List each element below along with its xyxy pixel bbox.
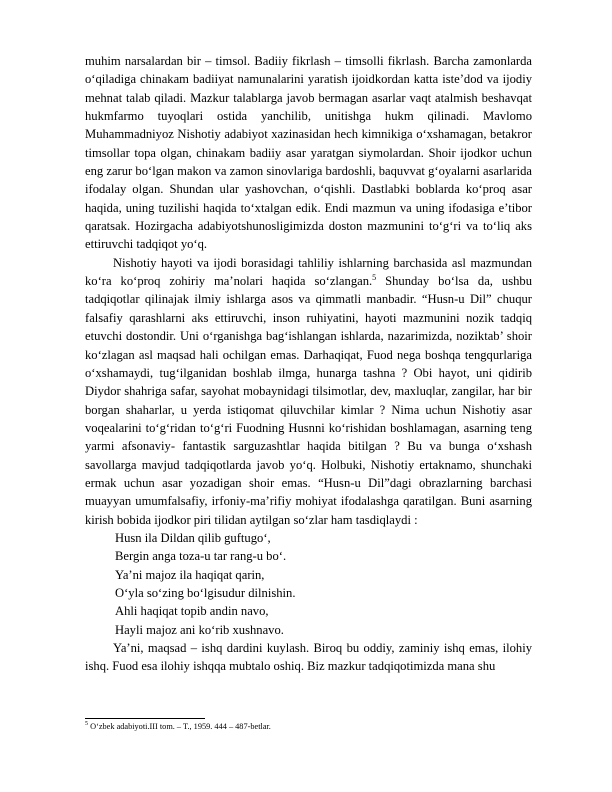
footnote-text: O‘zbek adabiyoti.III tom. – T., 1959. 444 – 487-betlar. bbox=[88, 722, 271, 731]
verse-line: O‘yla so‘zing bo‘lgisudur dilnishin. bbox=[115, 585, 296, 600]
paragraph-closing: Ya’ni, maqsad – ishq dardini kuylash. Biroq bu oddiy, zaminiy ishq emas, ilohiy ishq. Fuod esa ilohiy ishqqa mubtalo oshiq. Biz mazkur tadqiqotimizda mana shu bbox=[85, 641, 532, 674]
document-page bbox=[85, 52, 532, 676]
verse-line: Ahli haqiqat topib andin navo, bbox=[115, 604, 269, 619]
verse-quote bbox=[85, 529, 532, 639]
verse-line: Ya’ni majoz ila haqiqat qarin, bbox=[115, 567, 265, 582]
footnote-divider bbox=[85, 718, 205, 719]
verse-line: Bergin anga toza-u tar rang-u bo‘. bbox=[115, 549, 287, 564]
footnote bbox=[85, 722, 271, 732]
paragraph-analysis bbox=[85, 254, 532, 529]
paragraph-analysis-text: Nishotiy hayoti va ijodi borasidagi tahliliy ishlarning barchasida asl mazmundan ko‘ra ko‘proq zohiriy ma’nolari haqida so‘zlangan. bbox=[85, 255, 532, 289]
paragraph-analysis-continued: Shunday bo‘lsa da, ushbu tadqiqotlar qilinajak ilmiy ishlarga asos va qimmatli manbadir. “Husn-u Dil” chuqur falsafiy qarashlarni aks ettiruvchi, inson ruhiyatini, hayoti mazmunini nozik tadqiq etuvchi dostondir. Uni o‘rganishga bag‘ishlangan ishlarda, nazarimizda, noziktab’ shoir ko‘zlagan asl maqsad hali ochilgan emas. Darhaqiqat, Fuod nega boshqa tengqurlariga o‘xshamaydi, tug‘ilganidan boshlab ilmga, hunarga tashna ? Obi hayot, uni qidirib Diydor shahriga safar, sayohat mobaynidagi tilsimotlar, dev, maxluqlar, zangilar, har bir borgan shaharlar, u yerda istiqomat qiluvchilar kimlar ? Nima uchun Nishotiy asar voqealarini to‘g‘ridan to‘g‘ri Fuodning Husnni ko‘rishidan boshlamagan, asarning teng yarmi afsonaviy- fantastik sarguzashtlar haqida bitilgan ? Bu va bunga o‘xshash savollarga mavjud tadqiqotlarda javob yo‘q. Holbuki, Nishotiy ertaknamo, shunchaki ermak uchun asar yozadigan shoir emas. “Husn-u Dil”dagi obrazlarning barchasi muayyan umumfalsafiy, irfoniy-ma’rifiy mohiyat ifodalashga qaratilgan. Buni asarning kirish bobida ijodkor piri tilidan aytilgan so‘zlar ham tasdiqlaydi : bbox=[85, 274, 532, 527]
footnote-number: 5 bbox=[85, 721, 88, 728]
verse-line: Husn ila Dildan qilib guftugo‘, bbox=[115, 530, 271, 545]
footnote-reference: 5 bbox=[372, 272, 377, 282]
verse-line: Hayli majoz ani ko‘rib xushnavo. bbox=[115, 622, 284, 637]
paragraph-intro: muhim narsalardan bir – timsol. Badiiy fikrlash – timsolli fikrlash. Barcha zamonlarda o‘qiladiga chinakam badiiyat namunalarini yaratish ijoidkordan katta iste’dod va ijodiy mehnat talab qiladi. Mazkur talablarga javob bermagan asarlar vaqt atalmish beshavqat hukmfarmo tuyoqlari ostida yanchilib, unitishga hukm qilinadi. Mavlomo Muhammadniyoz Nishotiy adabiyot xazinasidan hech kimnikiga o‘xshamagan, betakror timsollar topa olgan, chinakam badiiy asar yaratgan siymolardan. Shoir ijodkor uchun eng zarur bo‘lgan makon va zamon sinovlariga bardoshli, baquvvat g‘oyalarni asarlarida ifodalay olgan. Shundan ular yashovchan, o‘qishli. Dastlabki boblarda ko‘proq asar haqida, uning tuzilishi haqida to‘xtalgan edik. Endi mazmun va uning ifodasiga e’tibor qaratsak. Hozirgacha adabiyotshunosligimizda doston mazmunini to‘g‘ri va to‘liq aks ettiruvchi tadqiqot yo‘q. bbox=[85, 54, 532, 252]
